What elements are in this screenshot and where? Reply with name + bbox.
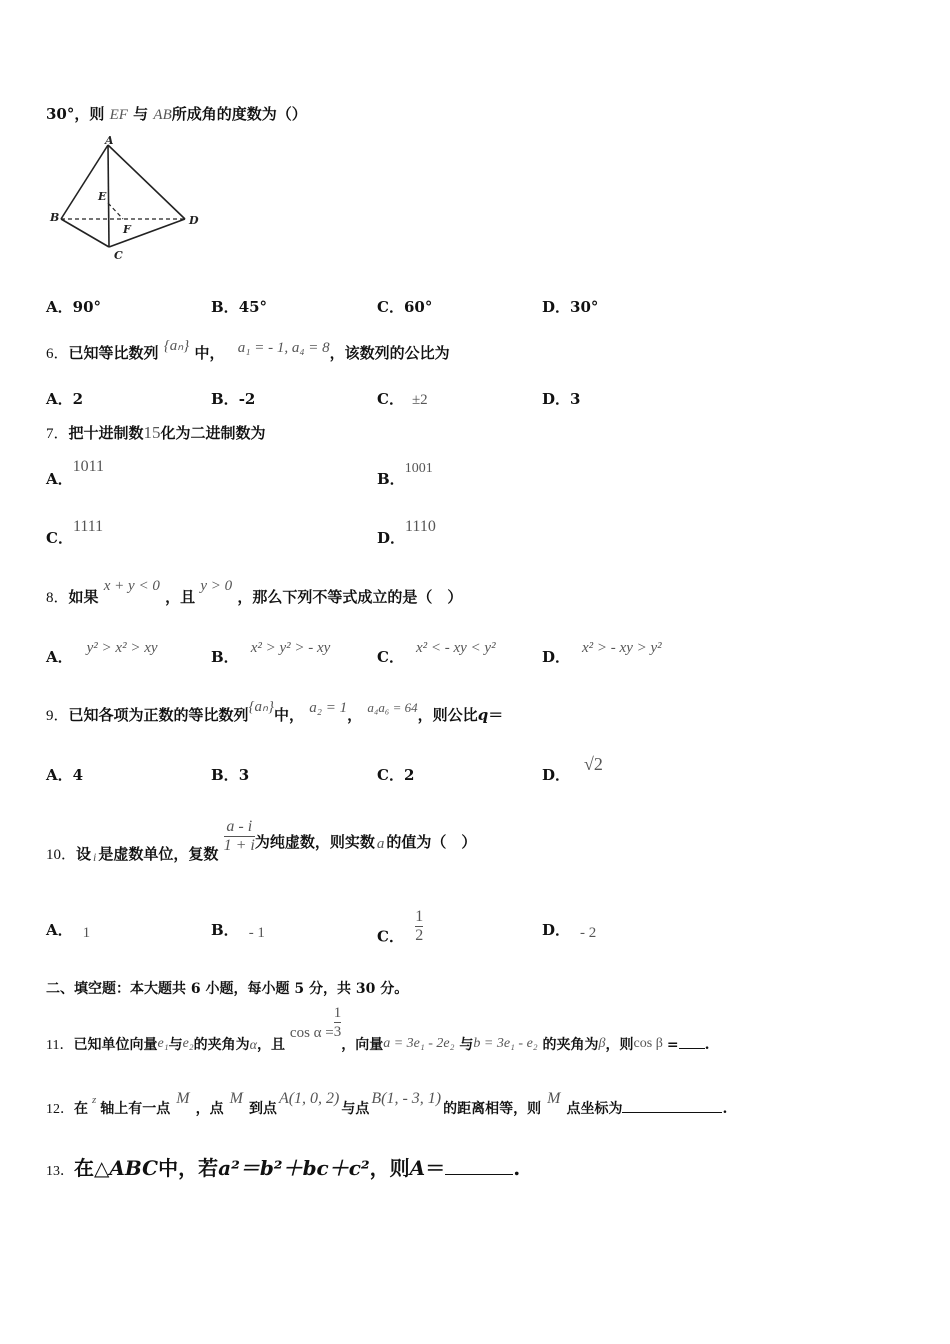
q5-tail: 所成角的度数为（） xyxy=(171,105,307,123)
q12-text4: 到点 xyxy=(248,1101,277,1117)
q10-option-d[interactable]: D． - 2 xyxy=(542,921,597,941)
q10-num: 10． xyxy=(46,846,77,863)
q9-q: q xyxy=(477,706,489,724)
q9-text2: 中， xyxy=(274,706,305,724)
q8-num: 8． xyxy=(46,590,69,606)
q7-num: 7． xyxy=(46,426,69,442)
q6-option-a[interactable]: A．2 xyxy=(46,390,84,408)
tetrahedron-figure xyxy=(48,135,208,265)
q11-frac-num: 1 xyxy=(333,1005,342,1021)
q9-text4: ，则公比 xyxy=(417,706,478,724)
q10-stem xyxy=(46,818,477,864)
q9-text5: ＝ xyxy=(488,706,504,724)
q5-option-c[interactable]: C．60° xyxy=(377,298,433,316)
q10-option-b[interactable]: B． - 1 xyxy=(211,921,265,941)
q10-frac-num: a - i xyxy=(226,818,253,835)
q13-angle-a: A xyxy=(409,1156,426,1180)
q11-fraction xyxy=(334,1004,342,1041)
q8-stem xyxy=(46,578,463,607)
q6-num: 6． xyxy=(46,346,69,362)
q11-e2: e₂ xyxy=(182,1035,194,1051)
q5-ab: AB xyxy=(153,107,172,123)
q10-frac-den: 1 + i xyxy=(223,837,255,854)
q13-text2: 中，若 xyxy=(158,1156,219,1180)
q10-text2: 是虚数单位，复数 xyxy=(98,844,219,863)
q12-text6: 的距离相等，则 xyxy=(443,1101,542,1117)
q7-text2: 化为二进制数为 xyxy=(160,424,266,442)
q10-text3: 为纯虚数，则实数 xyxy=(254,832,375,851)
q11-num: 11． xyxy=(46,1037,74,1053)
q9-cond1: a₂ = 1 xyxy=(309,700,348,716)
q12-text7: 点坐标为 xyxy=(566,1101,623,1117)
q11-answer-blank[interactable] xyxy=(679,1034,705,1049)
label-e: E xyxy=(98,190,107,203)
q12-text2: 轴上有一点 xyxy=(100,1101,171,1117)
q5-intro: 30°，则 xyxy=(46,105,105,123)
q8-cond2: y > 0 xyxy=(200,578,233,594)
q5-stem xyxy=(46,103,307,124)
q7-option-d[interactable]: D．1110 xyxy=(377,518,436,547)
q13-abc: ABC xyxy=(109,1156,159,1180)
q12-point-b: B(1, - 3, 1) xyxy=(371,1090,442,1107)
q8-text1: 如果 xyxy=(68,588,99,606)
q7-option-b[interactable]: B．1001 xyxy=(377,461,433,488)
q6-option-c[interactable]: C． ±2 xyxy=(377,390,428,408)
q10-a: a xyxy=(376,835,385,852)
q12-m1: M xyxy=(176,1090,190,1107)
q13-equation: a²＝b²＋bc＋c² xyxy=(218,1156,370,1180)
q7-option-a[interactable]: A．1011 xyxy=(46,458,105,488)
q5-ef: EF xyxy=(109,107,128,123)
q6-text2: 中， xyxy=(194,344,225,362)
q7-text1: 把十进制数 xyxy=(68,424,144,442)
label-f: F xyxy=(123,223,131,236)
q8-option-d[interactable]: D． x² > - xy > y² xyxy=(542,640,662,666)
q11-text5: 的夹角为 xyxy=(542,1036,599,1053)
q11-end: . xyxy=(704,1036,710,1053)
q9-stem xyxy=(46,699,504,725)
q6-text1: 已知等比数列 xyxy=(68,344,159,362)
q12-text3: ，点 xyxy=(195,1101,224,1117)
q10-option-a[interactable]: A． 1 xyxy=(46,921,91,941)
q11-equals: = xyxy=(666,1036,679,1053)
q11-text6: ，则 xyxy=(605,1036,634,1053)
q13-end: . xyxy=(513,1156,521,1180)
q8-option-a[interactable]: A． y² > x² > xy xyxy=(46,640,158,666)
q8-option-c[interactable]: C． x² < - xy < y² xyxy=(377,640,496,666)
q13-answer-blank[interactable] xyxy=(445,1157,513,1175)
q5-option-d[interactable]: D．30° xyxy=(542,298,599,316)
q13-text4: ＝ xyxy=(425,1156,446,1180)
q9-option-b[interactable]: B．3 xyxy=(211,766,250,784)
q11-yu: 与 xyxy=(168,1036,183,1053)
q11-text2: 的夹角为 xyxy=(193,1036,250,1053)
q12-text1: 在 xyxy=(74,1101,88,1117)
q10-option-c[interactable]: C． $\frac{1}{2}$ xyxy=(377,908,424,946)
q10-fraction xyxy=(224,818,255,855)
q9-seq: {aₙ} xyxy=(248,699,275,715)
q11-text4: ，向量 xyxy=(341,1036,384,1053)
q7-option-c[interactable]: C．1111 xyxy=(46,518,104,547)
label-b: B xyxy=(50,211,60,224)
q9-option-d[interactable]: D．√2 xyxy=(542,754,603,784)
q7-number: 15 xyxy=(143,423,161,442)
q11-frac-den: 3 xyxy=(333,1024,342,1040)
q12-text5: 与点 xyxy=(341,1101,370,1117)
q9-cond2: a₄a₆ = 64 xyxy=(367,700,418,715)
q11-text1: 已知单位向量 xyxy=(73,1036,158,1053)
q11-beta: β xyxy=(598,1035,606,1051)
q11-text3: ，且 xyxy=(257,1036,286,1053)
q9-text1: 已知各项为正数的等比数列 xyxy=(68,706,249,724)
q12-z: z xyxy=(92,1094,97,1106)
q8-text3: ，那么下列不等式成立的是（ ） xyxy=(237,588,463,606)
q11-vector-b: b = 3e₁ - e₂ xyxy=(473,1035,538,1051)
q5-option-b[interactable]: B．45° xyxy=(211,298,268,316)
q8-cond1: x + y < 0 xyxy=(103,578,160,594)
q9-option-a[interactable]: A．4 xyxy=(46,766,84,784)
q10-i: i xyxy=(93,849,97,864)
q10-text4: 的值为（ ） xyxy=(386,832,477,851)
q6-option-d[interactable]: D．3 xyxy=(542,390,581,408)
q10-text1: 设 xyxy=(76,844,92,863)
q6-seq: {aₙ} xyxy=(163,338,190,354)
q13-text1: 在△ xyxy=(74,1156,110,1180)
q11-yu2: 与 xyxy=(459,1036,474,1053)
q13-text3: ，则 xyxy=(369,1156,410,1180)
q12-stem xyxy=(46,1088,728,1117)
q9-num: 9． xyxy=(46,708,69,724)
q13-stem xyxy=(46,1152,520,1181)
q6-stem xyxy=(46,338,450,363)
section-2-heading: 二、填空题：本大题共 6 小题，每小题 5 分，共 30 分。 xyxy=(46,981,409,997)
q11-e1: e₁ xyxy=(157,1035,169,1051)
q11-stem xyxy=(46,1005,710,1053)
q12-answer-blank[interactable] xyxy=(622,1098,722,1113)
q12-point-a: A(1, 0, 2) xyxy=(278,1090,340,1107)
q11-cos-beta: cos β xyxy=(633,1035,663,1051)
label-a: A xyxy=(105,135,114,147)
q13-num: 13． xyxy=(46,1164,74,1179)
q7-stem xyxy=(46,422,266,443)
q12-m3: M xyxy=(547,1090,561,1107)
q6-cond: a₁ = - 1, a₄ = 8 xyxy=(237,340,330,356)
q12-end: . xyxy=(722,1101,728,1117)
label-c: C xyxy=(114,249,123,262)
q5-option-a[interactable]: A．90° xyxy=(46,298,102,316)
q6-option-b[interactable]: B．-2 xyxy=(211,390,256,408)
q5-yu: 与 xyxy=(133,105,149,123)
q12-num: 12． xyxy=(46,1102,74,1117)
label-d: D xyxy=(189,214,199,227)
q11-vector-a: a = 3e₁ - 2e₂ xyxy=(383,1035,455,1051)
q11-cos-alpha: cos α = xyxy=(289,1024,334,1041)
q11-alpha: α xyxy=(249,1037,258,1053)
q12-m2: M xyxy=(229,1090,243,1107)
q9-text3: ， xyxy=(347,706,363,724)
q8-option-b[interactable]: B． x² > y² > - xy xyxy=(211,640,331,666)
q8-text2: ，且 xyxy=(165,588,196,606)
q6-text3: ，该数列的公比为 xyxy=(329,344,450,362)
q10-option-c-fraction: $\frac{1}{2}$ xyxy=(415,908,424,944)
q9-option-c[interactable]: C．2 xyxy=(377,766,415,784)
